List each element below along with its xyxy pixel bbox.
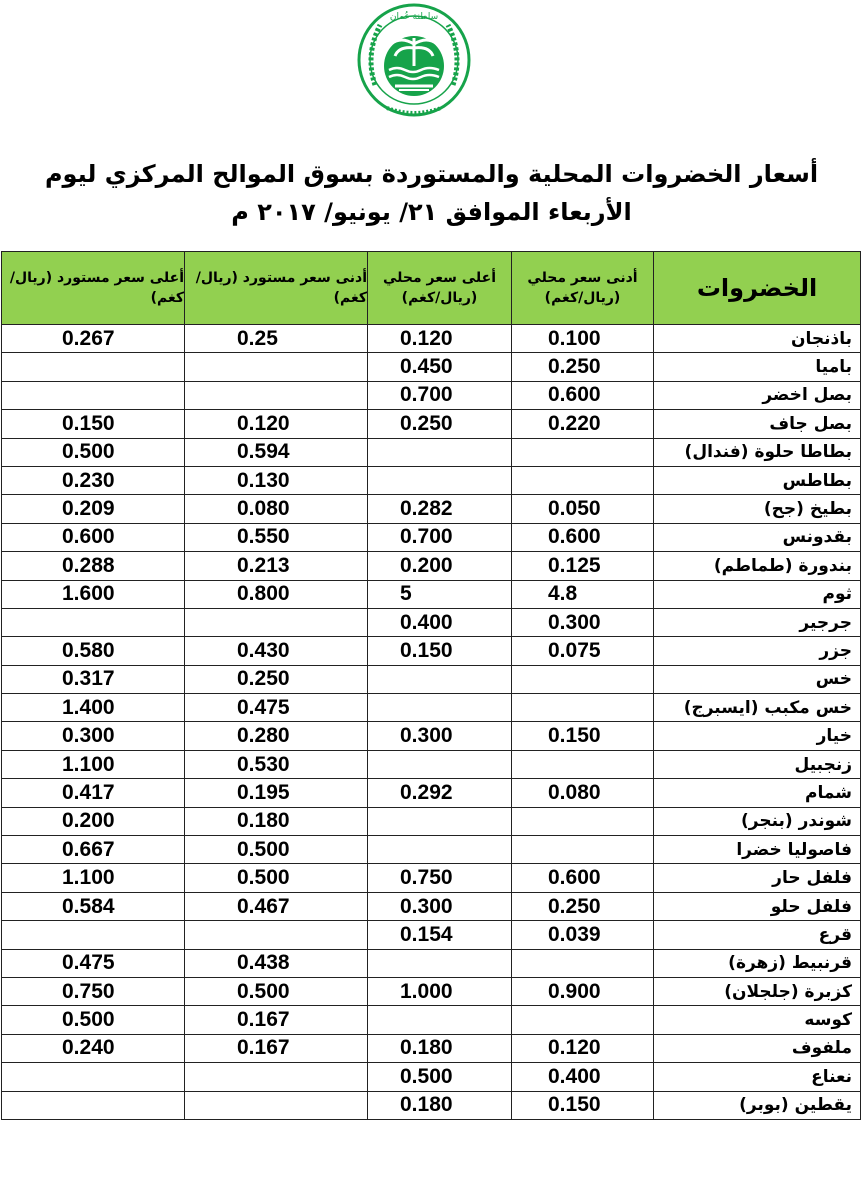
local-max-price: 0.700 xyxy=(368,523,512,551)
vegetable-name: جرجير xyxy=(654,608,861,636)
local-min-price: 0.400 xyxy=(512,1063,654,1091)
local-max-price: 0.200 xyxy=(368,552,512,580)
imported-min-price: 0.195 xyxy=(185,779,368,807)
imported-min-price: 0.530 xyxy=(185,750,368,778)
local-max-price: 0.292 xyxy=(368,779,512,807)
local-max-price xyxy=(368,1006,512,1034)
local-min-price xyxy=(512,694,654,722)
vegetable-name: خس xyxy=(654,665,861,693)
imported-min-price: 0.500 xyxy=(185,864,368,892)
imported-min-price: 0.467 xyxy=(185,892,368,920)
local-min-price xyxy=(512,665,654,693)
imported-min-price xyxy=(185,1063,368,1091)
local-min-price xyxy=(512,836,654,864)
table-row xyxy=(2,892,861,920)
local-min-price: 0.900 xyxy=(512,977,654,1005)
imported-min-price: 0.250 xyxy=(185,665,368,693)
local-max-price: 0.120 xyxy=(368,325,512,353)
local-min-price: 0.075 xyxy=(512,637,654,665)
imported-min-price xyxy=(185,381,368,409)
imported-max-price: 0.667 xyxy=(2,836,185,864)
table-row xyxy=(2,977,861,1005)
imported-max-price xyxy=(2,921,185,949)
imported-max-price: 0.240 xyxy=(2,1034,185,1062)
col-header-imported-min: أدنى سعر مستورد (ريال/كغم) xyxy=(185,252,368,325)
table-row xyxy=(2,608,861,636)
imported-min-price: 0.25 xyxy=(185,325,368,353)
page-title-line-1: أسعار الخضروات المحلية والمستوردة بسوق الموالح المركزي ليوم xyxy=(44,160,819,188)
table-row xyxy=(2,779,861,807)
local-min-price xyxy=(512,949,654,977)
table-row xyxy=(2,552,861,580)
table-row xyxy=(2,864,861,892)
imported-min-price: 0.213 xyxy=(185,552,368,580)
table-row xyxy=(2,1034,861,1062)
imported-max-price: 0.209 xyxy=(2,495,185,523)
local-min-price: 4.8 xyxy=(512,580,654,608)
local-max-price: 0.750 xyxy=(368,864,512,892)
local-max-price: 0.282 xyxy=(368,495,512,523)
local-min-price: 0.125 xyxy=(512,552,654,580)
local-max-price xyxy=(368,438,512,466)
col-header-vegetables: الخضروات xyxy=(654,252,861,325)
imported-min-price xyxy=(185,921,368,949)
imported-max-price: 0.200 xyxy=(2,807,185,835)
imported-min-price: 0.120 xyxy=(185,410,368,438)
vegetable-name: نعناع xyxy=(654,1063,861,1091)
imported-min-price: 0.550 xyxy=(185,523,368,551)
imported-max-price: 0.317 xyxy=(2,665,185,693)
vegetable-name: شمام xyxy=(654,779,861,807)
imported-max-price: 0.150 xyxy=(2,410,185,438)
vegetable-name: بطاطا حلوة (فندال) xyxy=(654,438,861,466)
imported-max-price: 0.300 xyxy=(2,722,185,750)
local-min-price: 0.120 xyxy=(512,1034,654,1062)
local-min-price: 0.039 xyxy=(512,921,654,949)
local-max-price xyxy=(368,807,512,835)
local-min-price xyxy=(512,438,654,466)
table-row xyxy=(2,694,861,722)
local-min-price: 0.150 xyxy=(512,722,654,750)
vegetable-name: فاصوليا خضرا xyxy=(654,836,861,864)
local-max-price: 0.180 xyxy=(368,1091,512,1119)
local-min-price: 0.600 xyxy=(512,523,654,551)
table-row xyxy=(2,750,861,778)
imported-max-price xyxy=(2,1091,185,1119)
vegetable-name: باميا xyxy=(654,353,861,381)
imported-max-price: 0.500 xyxy=(2,438,185,466)
local-min-price: 0.600 xyxy=(512,864,654,892)
imported-min-price: 0.180 xyxy=(185,807,368,835)
imported-max-price: 0.288 xyxy=(2,552,185,580)
imported-max-price xyxy=(2,608,185,636)
local-max-price: 0.300 xyxy=(368,722,512,750)
vegetable-name: بطاطس xyxy=(654,466,861,494)
imported-max-price: 0.580 xyxy=(2,637,185,665)
vegetable-name: باذنجان xyxy=(654,325,861,353)
vegetable-name: كزبرة (جلجلان) xyxy=(654,977,861,1005)
table-row xyxy=(2,580,861,608)
local-max-price: 0.500 xyxy=(368,1063,512,1091)
table-row xyxy=(2,495,861,523)
local-min-price: 0.300 xyxy=(512,608,654,636)
local-max-price xyxy=(368,466,512,494)
imported-min-price: 0.080 xyxy=(185,495,368,523)
local-max-price: 0.180 xyxy=(368,1034,512,1062)
local-max-price: 1.000 xyxy=(368,977,512,1005)
table-row xyxy=(2,1006,861,1034)
col-header-local-max: أعلى سعر محلي (ريال/كغم) xyxy=(368,252,512,325)
local-min-price: 0.250 xyxy=(512,892,654,920)
local-max-price: 0.154 xyxy=(368,921,512,949)
vegetable-name: بندورة (طماطم) xyxy=(654,552,861,580)
imported-min-price: 0.430 xyxy=(185,637,368,665)
imported-max-price: 0.230 xyxy=(2,466,185,494)
local-min-price xyxy=(512,1006,654,1034)
local-max-price: 0.300 xyxy=(368,892,512,920)
imported-max-price: 0.750 xyxy=(2,977,185,1005)
imported-max-price: 0.475 xyxy=(2,949,185,977)
imported-min-price xyxy=(185,353,368,381)
local-min-price: 0.600 xyxy=(512,381,654,409)
imported-min-price: 0.280 xyxy=(185,722,368,750)
table-row xyxy=(2,1063,861,1091)
imported-min-price: 0.167 xyxy=(185,1006,368,1034)
imported-max-price: 0.584 xyxy=(2,892,185,920)
local-max-price xyxy=(368,665,512,693)
vegetable-name: بطيخ (جح) xyxy=(654,495,861,523)
table-row xyxy=(2,438,861,466)
table-row xyxy=(2,637,861,665)
imported-min-price: 0.475 xyxy=(185,694,368,722)
table-row xyxy=(2,665,861,693)
svg-text:سلطنة عُمان: سلطنة عُمان xyxy=(389,12,439,22)
table-row xyxy=(2,807,861,835)
imported-max-price xyxy=(2,381,185,409)
local-min-price: 0.250 xyxy=(512,353,654,381)
vegetable-name: قرع xyxy=(654,921,861,949)
vegetable-name: خيار xyxy=(654,722,861,750)
vegetable-name: خس مكبب (ايسبرج) xyxy=(654,694,861,722)
local-max-price xyxy=(368,750,512,778)
imported-max-price xyxy=(2,353,185,381)
local-min-price xyxy=(512,750,654,778)
local-min-price: 0.050 xyxy=(512,495,654,523)
imported-max-price: 0.417 xyxy=(2,779,185,807)
local-max-price xyxy=(368,694,512,722)
imported-min-price xyxy=(185,608,368,636)
vegetable-name: بقدونس xyxy=(654,523,861,551)
imported-min-price: 0.500 xyxy=(185,836,368,864)
imported-max-price: 0.500 xyxy=(2,1006,185,1034)
imported-min-price: 0.438 xyxy=(185,949,368,977)
vegetable-name: شوندر (بنجر) xyxy=(654,807,861,835)
col-header-imported-max: أعلى سعر مستورد (ريال/كغم) xyxy=(2,252,185,325)
table-row xyxy=(2,410,861,438)
local-min-price xyxy=(512,466,654,494)
vegetable-prices-table xyxy=(1,251,861,1120)
imported-max-price: 1.600 xyxy=(2,580,185,608)
table-row xyxy=(2,921,861,949)
local-max-price xyxy=(368,836,512,864)
local-min-price: 0.100 xyxy=(512,325,654,353)
vegetable-name: ثوم xyxy=(654,580,861,608)
imported-min-price: 0.500 xyxy=(185,977,368,1005)
imported-min-price: 0.800 xyxy=(185,580,368,608)
imported-max-price: 1.400 xyxy=(2,694,185,722)
imported-min-price: 0.167 xyxy=(185,1034,368,1062)
vegetable-name: كوسه xyxy=(654,1006,861,1034)
table-row xyxy=(2,722,861,750)
imported-max-price: 0.600 xyxy=(2,523,185,551)
local-min-price xyxy=(512,807,654,835)
local-max-price: 5 xyxy=(368,580,512,608)
imported-max-price: 1.100 xyxy=(2,750,185,778)
table-row xyxy=(2,381,861,409)
table-row xyxy=(2,949,861,977)
vegetable-name: يقطين (بوبر) xyxy=(654,1091,861,1119)
imported-min-price: 0.594 xyxy=(185,438,368,466)
table-row xyxy=(2,325,861,353)
local-max-price: 0.150 xyxy=(368,637,512,665)
table-row xyxy=(2,836,861,864)
table-header-row xyxy=(2,252,861,325)
page-title-line-2: الأربعاء الموافق ٢١/ يونيو/ ٢٠١٧ م xyxy=(231,198,632,226)
vegetable-name: بصل اخضر xyxy=(654,381,861,409)
local-max-price: 0.250 xyxy=(368,410,512,438)
oman-emblem-logo xyxy=(355,0,473,122)
local-max-price: 0.400 xyxy=(368,608,512,636)
imported-max-price: 1.100 xyxy=(2,864,185,892)
vegetable-name: فلفل حار xyxy=(654,864,861,892)
local-min-price: 0.080 xyxy=(512,779,654,807)
col-header-local-min: أدنى سعر محلي (ريال/كغم) xyxy=(512,252,654,325)
imported-min-price: 0.130 xyxy=(185,466,368,494)
local-max-price: 0.700 xyxy=(368,381,512,409)
table-row xyxy=(2,466,861,494)
vegetable-name: زنجبيل xyxy=(654,750,861,778)
imported-max-price xyxy=(2,1063,185,1091)
imported-min-price xyxy=(185,1091,368,1119)
table-row xyxy=(2,353,861,381)
local-min-price: 0.150 xyxy=(512,1091,654,1119)
vegetable-name: قرنبيط (زهرة) xyxy=(654,949,861,977)
vegetable-name: بصل جاف xyxy=(654,410,861,438)
vegetable-name: جزر xyxy=(654,637,861,665)
vegetable-name: ملفوف xyxy=(654,1034,861,1062)
table-row xyxy=(2,1091,861,1119)
local-max-price xyxy=(368,949,512,977)
vegetable-name: فلفل حلو xyxy=(654,892,861,920)
local-min-price: 0.220 xyxy=(512,410,654,438)
imported-max-price: 0.267 xyxy=(2,325,185,353)
table-row xyxy=(2,523,861,551)
local-max-price: 0.450 xyxy=(368,353,512,381)
